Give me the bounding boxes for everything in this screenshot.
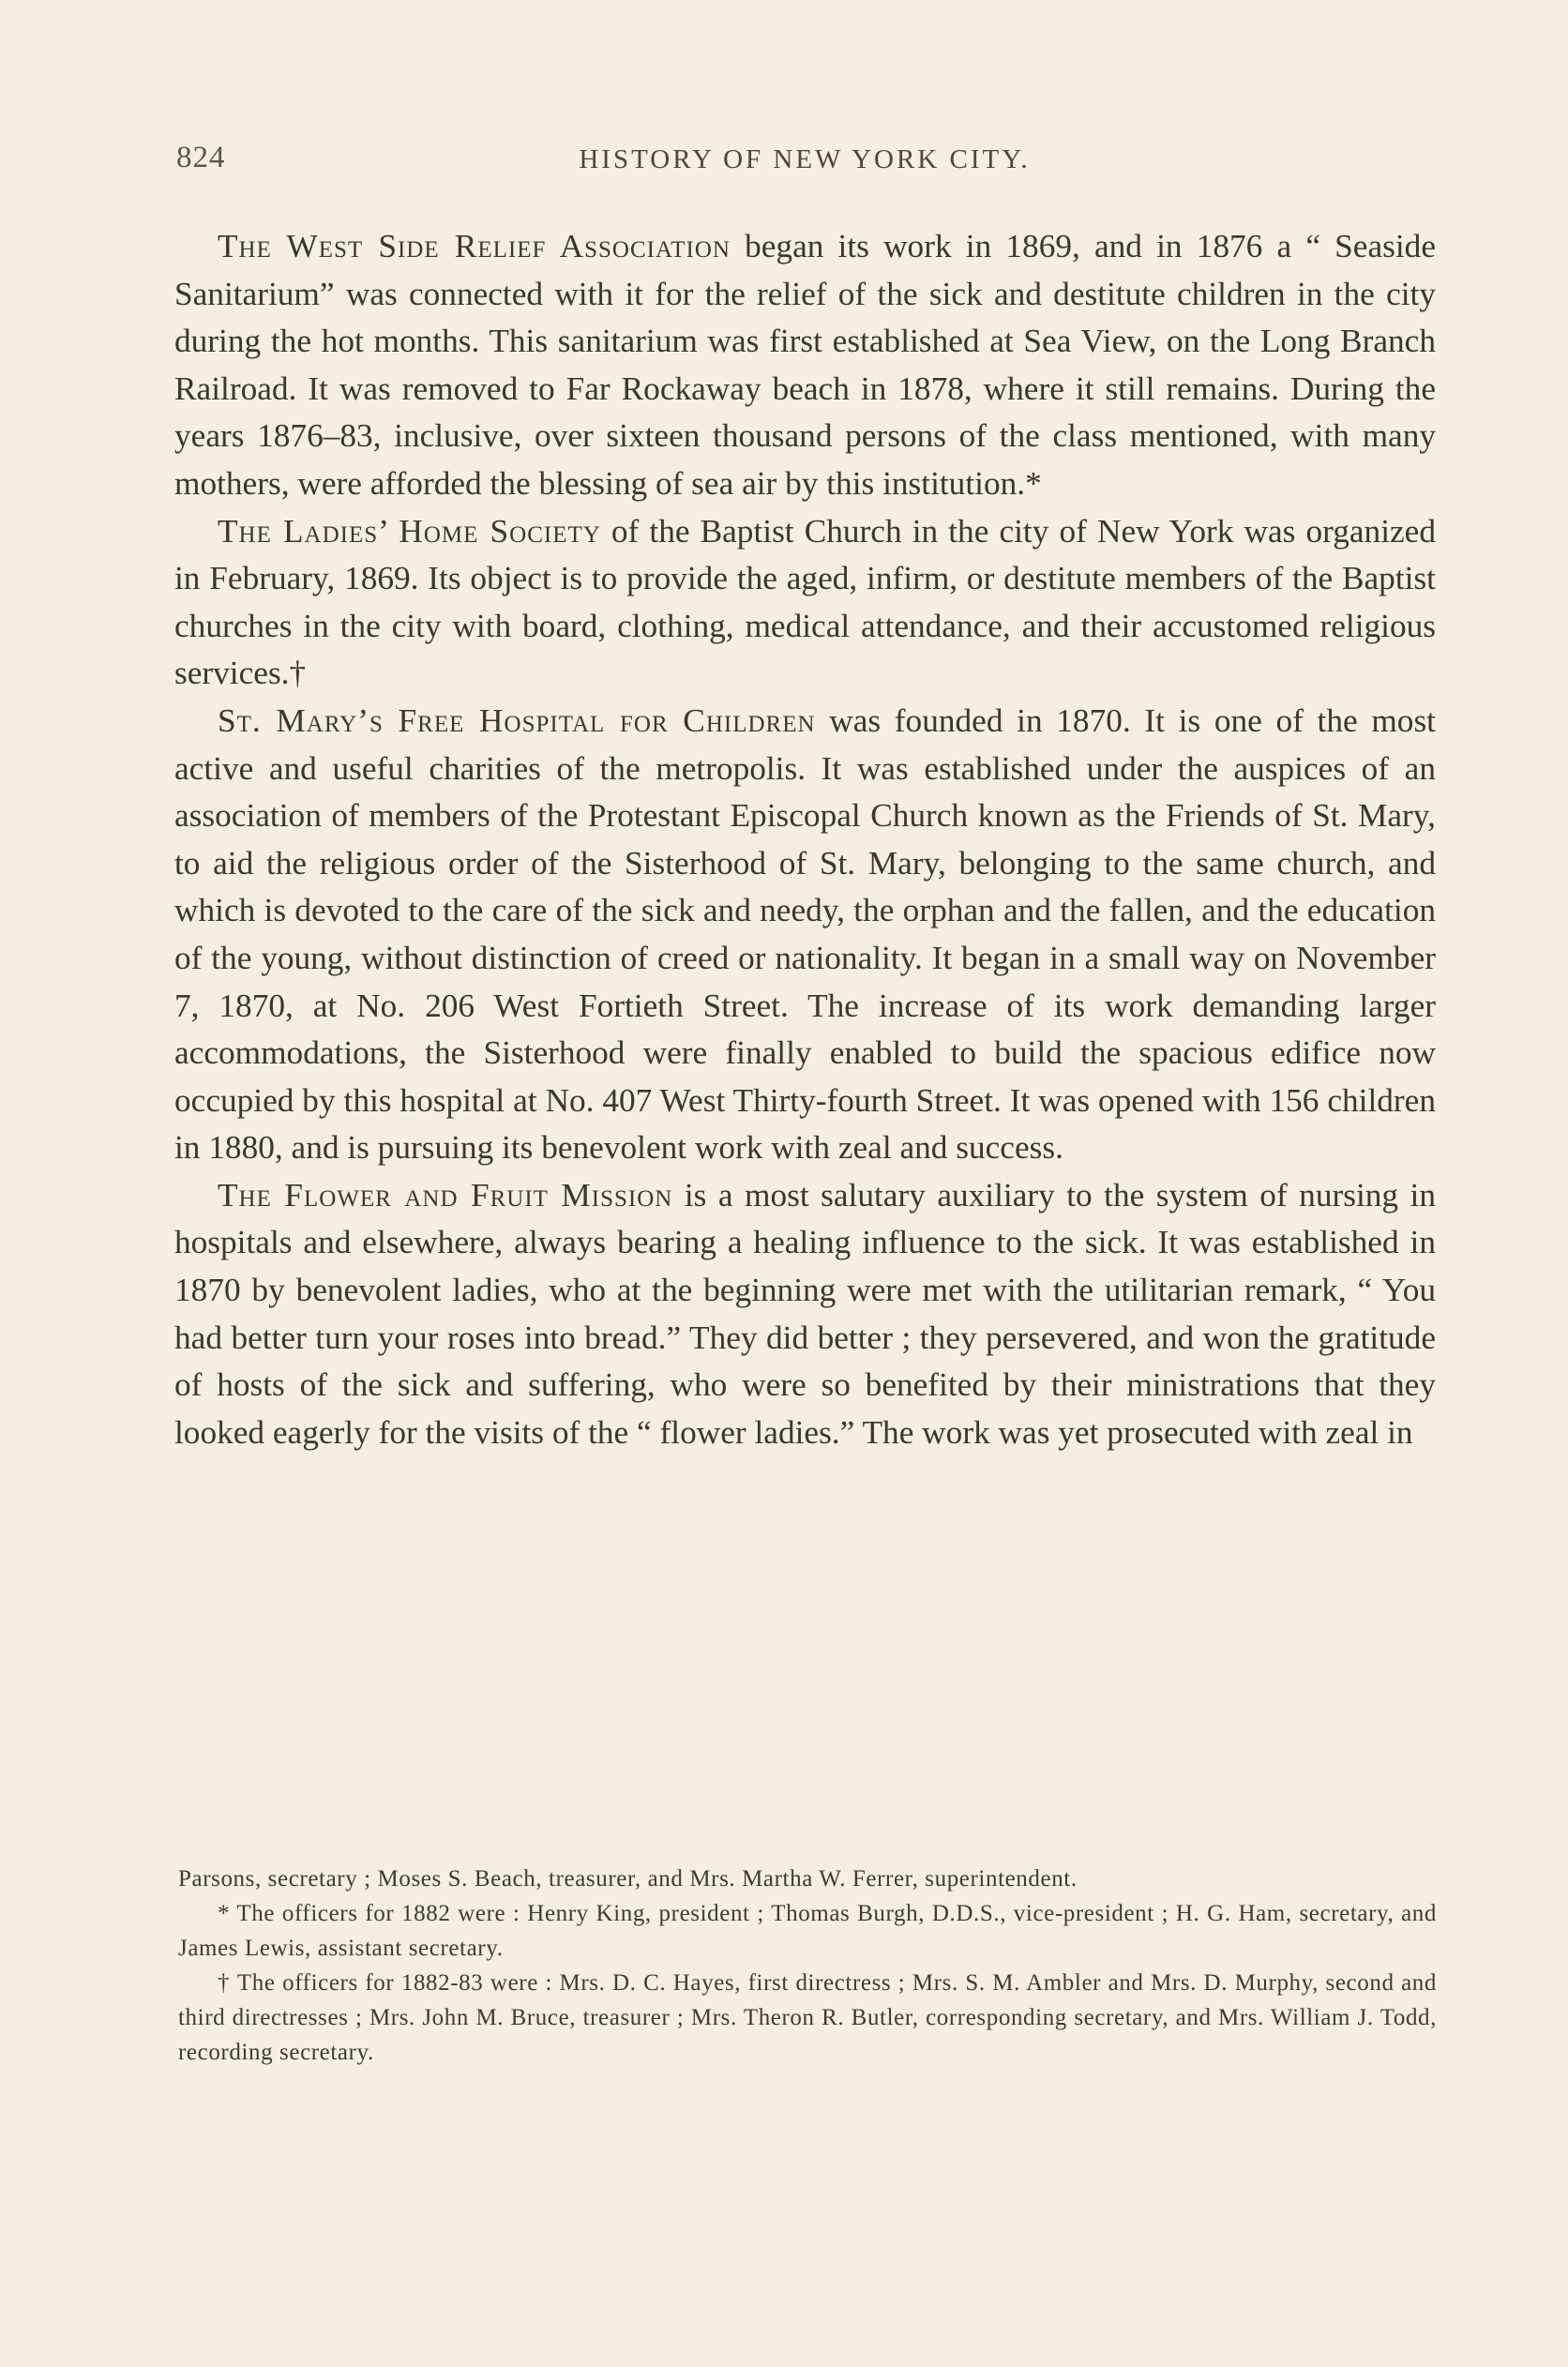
footnote-dagger: † The officers for 1882-83 were : Mrs. D. C. Hayes, first directress ; Mrs. S. M. Ambler and Mrs. D. Murphy, second and third directresses ; Mrs. John M. Bruce, treasurer ; Mrs. Theron R. Butler, corresponding secretary, and Mrs. William J. Todd, recording secretary.	[178, 1970, 1437, 2065]
paragraph-lead: St. Mary’s Free Hospital for Children	[218, 701, 816, 739]
paragraph-lead: The West Side Relief Association	[218, 228, 731, 264]
paragraph-west-side-relief	[174, 223, 1436, 508]
paragraph-body: of the Baptist Church in the city of New York was organized in February, 1869. Its object is to provide the aged, infirm, or destitute members of the Baptist churches in the city with board, clothing, medical attendance, and their accustomed religious services.†	[174, 512, 1436, 692]
paragraph-flower-fruit-mission	[174, 1172, 1436, 1457]
paragraph-ladies-home-society	[174, 508, 1436, 698]
paragraph-lead: The Ladies’ Home Society	[218, 512, 601, 550]
page-number: 824	[176, 141, 226, 174]
footnotes	[178, 1862, 1437, 2070]
paragraph-lead: The Flower and Fruit Mission	[218, 1176, 673, 1214]
footnote-continued: Parsons, secretary ; Moses S. Beach, treasurer, and Mrs. Martha W. Ferrer, superintendent.	[178, 1866, 1078, 1892]
page-header	[176, 141, 1433, 188]
footnote-asterisk: * The officers for 1882 were : Henry King, president ; Thomas Burgh, D.D.S., vice-president ; H. G. Ham, secretary, and James Lewis, assistant secretary.	[178, 1901, 1437, 1961]
paragraph-body: was founded in 1870. It is one of the most active and useful charities of the metropolis. It was established under the auspices of an association of members of the Protestant Episcopal Church known as the Friends of St. Mary, to aid the religious order of the Sisterhood of St. Mary, belonging to the same church, and which is devoted to the care of the sick and needy, the orphan and the fallen, and the education of the young, without distinction of creed or nationality. It began in a small way on November 7, 1870, at No. 206 West Fortieth Street. The increase of its work demanding larger accommodations, the Sisterhood were finally enabled to build the spacious edifice now occupied by this hospital at No. 407 West Thirty-fourth Street. It was opened with 156 children in 1880, and is pursuing its benevolent work with zeal and success.	[174, 701, 1436, 1167]
paragraph-st-marys-hospital	[174, 698, 1436, 1172]
paragraph-body: began its work in 1869, and in 1876 a “ Seaside Sanitarium” was connected with it for the relief of the sick and destitute children in the city during the hot months. This sanitarium was first established at Sea View, on the Long Branch Railroad. It was removed to Far Rockaway beach in 1878, where it still remains. During the years 1876–83, inclusive, over sixteen thousand persons of the class mentioned, with many mothers, were afforded the blessing of sea air by this institution.*	[174, 228, 1436, 502]
body-text	[174, 223, 1436, 1456]
running-title: HISTORY OF NEW YORK CITY.	[579, 144, 1031, 174]
paragraph-body: is a most salutary auxiliary to the system of nursing in hospitals and elsewhere, always bearing a healing influence to the sick. It was established in 1870 by benevolent ladies, who at the beginning were met with the utilitarian remark, “ You had better turn your roses into bread.” They did better ; they persevered, and won the gratitude of hosts of the sick and suffering, who were so benefited by their ministrations that they looked eagerly for the visits of the “ flower ladies.” The work was yet prosecuted with zeal in	[174, 1176, 1437, 1451]
